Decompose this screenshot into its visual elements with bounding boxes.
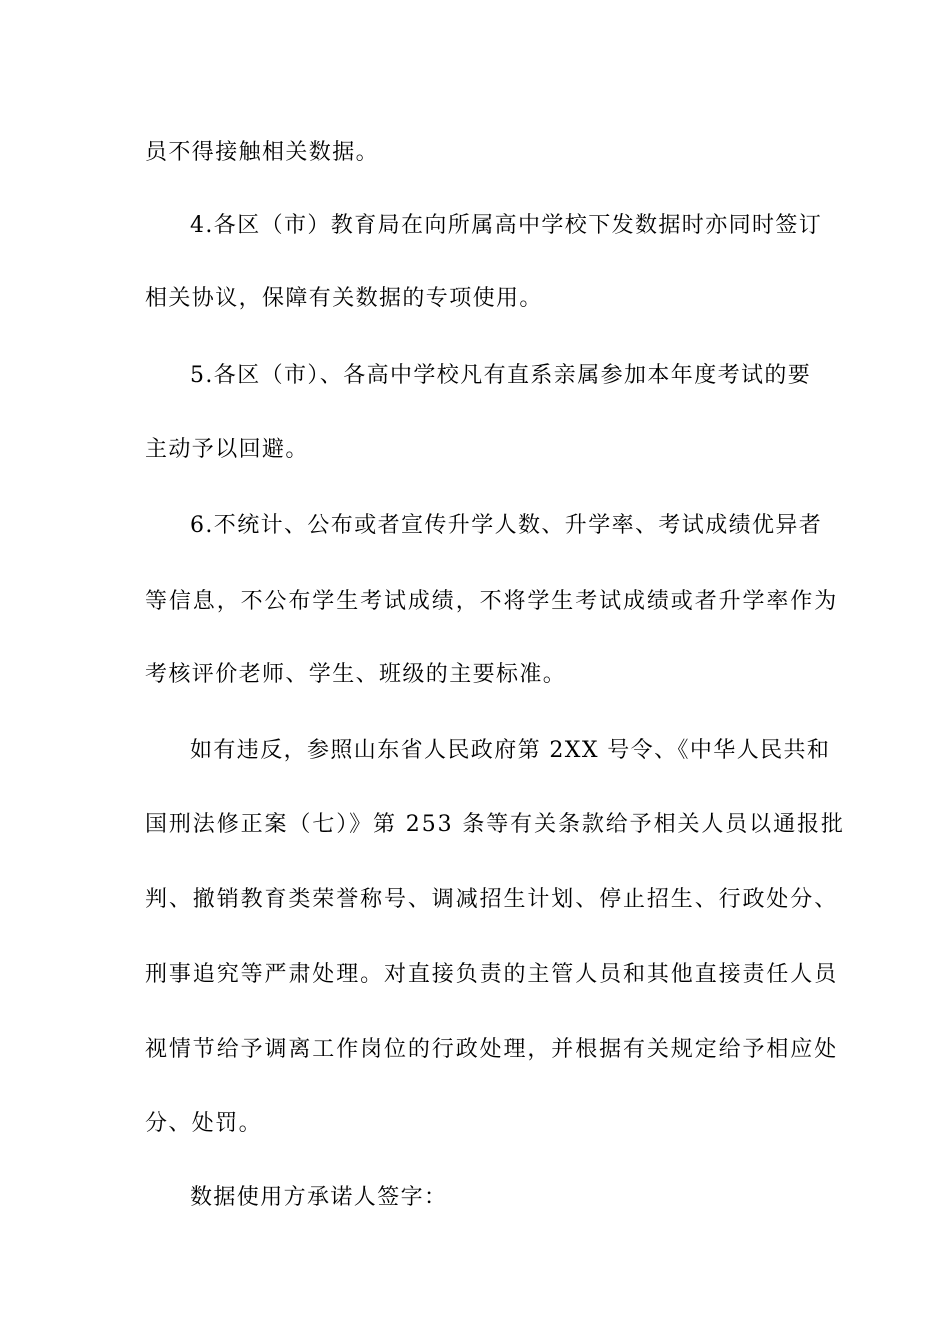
text-line: 员不得接触相关数据。 — [145, 140, 380, 165]
paragraph-violation: 如有违反，参照山东省人民政府第 2XX 号令、《中华人民共和 — [190, 738, 831, 763]
text-line: 相关协议，保障有关数据的专项使用。 — [145, 286, 543, 311]
text-line: 分、处罚。 — [145, 1111, 263, 1136]
text-line: 等信息，不公布学生考试成绩，不将学生考试成绩或者升学率作为 — [145, 589, 839, 614]
text-line: 视情节给予调离工作岗位的行政处理，并根据有关规定给予相应处 — [145, 1037, 839, 1062]
text-line: 国刑法修正案（七）》第 253 条等有关条款给予相关人员以通报批 — [145, 812, 845, 837]
text-line: 考核评价老师、学生、班级的主要标准。 — [145, 662, 567, 687]
text-line: 刑事追究等严肃处理。对直接负责的主管人员和其他直接责任人员 — [145, 962, 839, 987]
paragraph-item-6: 6.不统计、公布或者宣传升学人数、升学率、考试成绩优异者 — [190, 513, 823, 538]
paragraph-item-5: 5.各区（市）、各高中学校凡有直系亲属参加本年度考试的要 — [190, 363, 812, 388]
paragraph-item-4: 4.各区（市）教育局在向所属高中学校下发数据时亦同时签订 — [190, 213, 823, 238]
text-line: 主动予以回避。 — [145, 437, 309, 462]
signature-label: 数据使用方承诺人签字： — [190, 1185, 448, 1210]
text-line: 判、撤销教育类荣誉称号、调减招生计划、停止招生、行政处分、 — [145, 887, 839, 912]
